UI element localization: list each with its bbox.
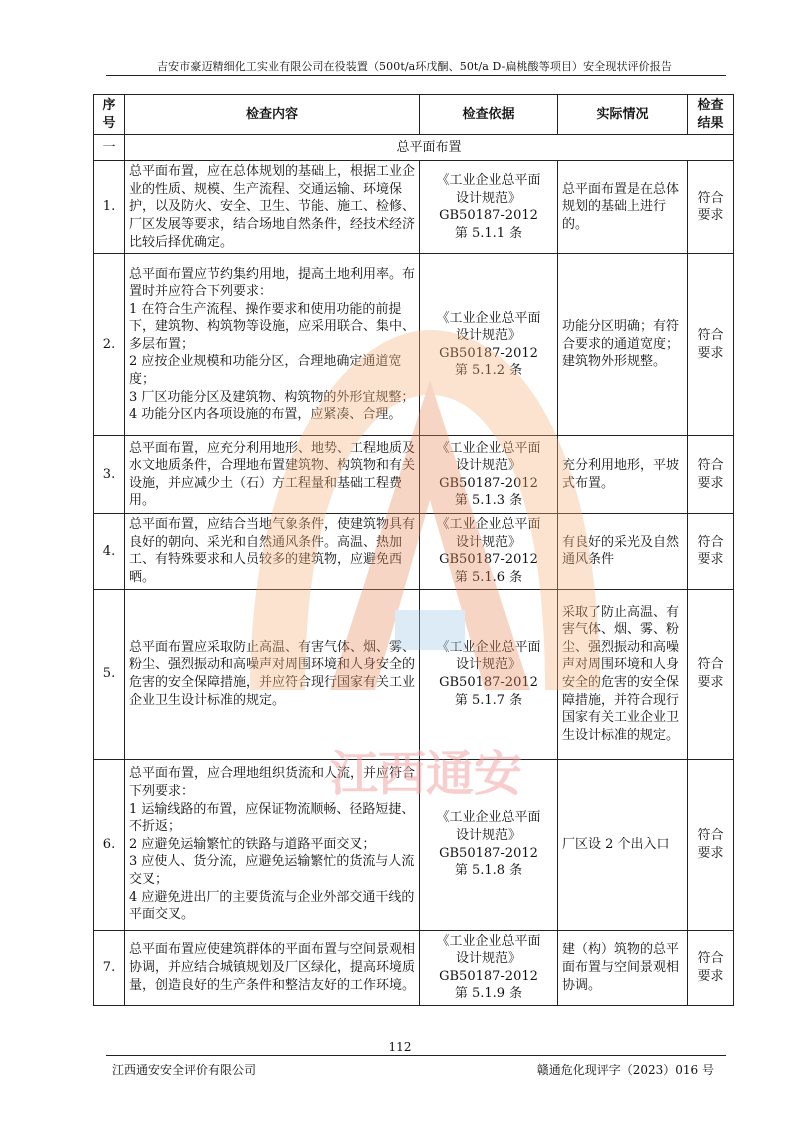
header-divider xyxy=(106,75,726,76)
content-line: 3 应使人、货分流，应避免运输繁忙的货流与人流交叉； xyxy=(129,854,415,887)
inspection-content xyxy=(125,254,420,436)
basis-line: 《工业企业总平面 xyxy=(436,440,541,456)
footer-doc-number: 赣通危化现评字（2023）016 号 xyxy=(536,1063,714,1077)
inspection-content xyxy=(125,759,420,930)
content-line: 总平面布置，应充分利用地形、地势、工程地质及水文地质条件，合理地布置建筑物、构筑物和有关设施，并应减少土（石）方工程量和基础工程费用。 xyxy=(129,440,416,509)
inspection-result xyxy=(688,930,734,1005)
result-line: 要求 xyxy=(697,345,724,361)
table-header-row xyxy=(94,95,734,135)
inspection-result xyxy=(688,759,734,930)
table-row xyxy=(94,930,734,1005)
basis-line: GB50187-2012 xyxy=(439,845,538,861)
actual-situation: 采取了防止高温、有害气体、烟、雾、粉尘、强烈振动和高噪声对周围环境和人身安全的危害的安全保障措施，并符合现行国家有关工业企业卫生设计标准的规定。 xyxy=(558,589,688,759)
basis-line: 设计规范》 xyxy=(455,534,521,550)
inspection-result xyxy=(688,589,734,759)
section-title: 总平面布置 xyxy=(125,135,734,161)
content-line: 1 在符合生产流程、操作要求和使用功能的前提下，建筑物、构筑物等设施，应采用联合、集中、多层布置； xyxy=(129,301,416,352)
actual-situation: 总平面布置是在总体规划的基础上进行的。 xyxy=(558,161,688,254)
inspection-basis xyxy=(420,254,558,436)
inspection-basis xyxy=(420,436,558,514)
inspection-content xyxy=(125,589,420,759)
table-row xyxy=(94,436,734,514)
content-line: 3 厂区功能分区及建筑物、构筑物的外形宜规整； xyxy=(129,389,415,405)
row-number: 4. xyxy=(94,514,125,589)
content-line: 总平面布置应使建筑群体的平面布置与空间景观相协调，并应结合城镇规划及厂区绿化，提高环境质量，创造良好的生产条件和整洁友好的工作环境。 xyxy=(129,942,416,993)
result-line: 要求 xyxy=(697,968,724,984)
basis-line: 《工业企业总平面 xyxy=(436,639,541,655)
basis-line: GB50187-2012 xyxy=(439,345,538,361)
table-row xyxy=(94,514,734,589)
result-line: 符合 xyxy=(697,951,724,967)
inspection-table xyxy=(93,94,734,1006)
basis-line: 设计规范》 xyxy=(455,190,521,206)
inspection-content xyxy=(125,436,420,514)
row-number: 2. xyxy=(94,254,125,436)
basis-line: 《工业企业总平面 xyxy=(436,933,541,949)
content-line: 总平面布置应节约集约用地，提高土地利用率。布置时并应符合下列要求： xyxy=(129,266,416,300)
basis-line: 设计规范》 xyxy=(455,328,521,344)
basis-line: 第 5.1.2 条 xyxy=(454,363,523,379)
inspection-basis xyxy=(420,589,558,759)
basis-line: 第 5.1.8 条 xyxy=(454,863,523,879)
inspection-result xyxy=(688,254,734,436)
watermark-text: 江西通安 xyxy=(330,746,523,802)
table-row xyxy=(94,759,734,930)
content-line: 1 运输线路的布置，应保证物流顺畅、径路短捷、不折返； xyxy=(129,801,415,835)
basis-line: 第 5.1.7 条 xyxy=(454,692,523,708)
inspection-result xyxy=(688,161,734,254)
result-line: 符合 xyxy=(697,458,724,474)
column-header-basis: 检查依据 xyxy=(420,95,558,135)
basis-line: 《工业企业总平面 xyxy=(436,810,541,826)
result-line: 要求 xyxy=(697,675,724,691)
row-number: 1. xyxy=(94,161,125,254)
row-number: 5. xyxy=(94,589,125,759)
inspection-basis xyxy=(420,759,558,930)
basis-line: 《工业企业总平面 xyxy=(436,310,541,326)
row-number: 3. xyxy=(94,436,125,514)
actual-situation: 功能分区明确；有符合要求的通道宽度；建筑物外形规整。 xyxy=(558,254,688,436)
table-row xyxy=(94,589,734,759)
content-line: 总平面布置，应合理地组织货流和人流，并应符合下列要求： xyxy=(129,766,416,799)
basis-line: GB50187-2012 xyxy=(439,552,538,568)
basis-line: 设计规范》 xyxy=(455,458,521,474)
result-line: 要求 xyxy=(697,845,724,861)
result-line: 符合 xyxy=(697,657,724,673)
inspection-content xyxy=(125,514,420,589)
basis-line: 《工业企业总平面 xyxy=(436,173,541,188)
row-number: 6. xyxy=(94,759,125,930)
section-number: 一 xyxy=(94,135,125,161)
inspection-content xyxy=(125,161,420,254)
basis-line: 第 5.1.6 条 xyxy=(454,569,523,585)
basis-line: 第 5.1.9 条 xyxy=(454,986,523,1002)
content-line: 总平面布置，应结合当地气象条件，使建筑物具有良好的朝向、采光和自然通风条件。高温、热加工、有特殊要求和人员较多的建筑物，应避免西晒。 xyxy=(129,517,416,585)
actual-situation: 充分利用地形，平坡式布置。 xyxy=(558,436,688,514)
row-number: 7. xyxy=(94,930,125,1005)
inspection-result xyxy=(688,436,734,514)
basis-line: 第 5.1.1 条 xyxy=(454,225,523,241)
basis-line: GB50187-2012 xyxy=(439,475,538,491)
basis-line: 设计规范》 xyxy=(455,827,521,843)
basis-line: 设计规范》 xyxy=(455,951,521,967)
content-line: 总平面布置应采取防止高温、有害气体、烟、雾、粉尘、强烈振动和高噪声对周围环境和人身安全的危害的安全保障措施，并应符合现行国家有关工业企业卫生设计标准的规定。 xyxy=(129,639,416,708)
result-line: 符合 xyxy=(697,190,724,206)
page-number: 112 xyxy=(388,1040,412,1054)
actual-situation: 建（构）筑物的总平面布置与空间景观相协调。 xyxy=(558,930,688,1005)
content-line: 4 应避免进出厂的主要货流与企业外部交通干线的平面交叉。 xyxy=(129,889,415,923)
column-header-actual: 实际情况 xyxy=(558,95,688,135)
inspection-content xyxy=(125,930,420,1005)
footer-divider xyxy=(106,1055,726,1056)
table-row xyxy=(94,254,734,436)
basis-line: 设计规范》 xyxy=(455,657,521,673)
inspection-basis xyxy=(420,514,558,589)
column-header-result: 检查 结果 xyxy=(688,95,734,135)
content-line: 2 应避免运输繁忙的铁路与道路平面交叉； xyxy=(129,836,376,852)
content-line: 2 应按企业规模和功能分区，合理地确定通道宽度； xyxy=(129,354,402,388)
column-header-content: 检查内容 xyxy=(125,95,420,135)
inspection-basis xyxy=(420,930,558,1005)
inspection-result xyxy=(688,514,734,589)
result-line: 符合 xyxy=(697,534,724,550)
basis-line: 《工业企业总平面 xyxy=(436,517,541,533)
basis-line: GB50187-2012 xyxy=(439,968,538,984)
content-line: 4 功能分区内各项设施的布置，应紧凑、合理。 xyxy=(129,407,402,423)
section-row xyxy=(94,135,734,161)
basis-line: GB50187-2012 xyxy=(439,208,538,224)
column-header-no: 序 号 xyxy=(94,95,125,135)
basis-line: 第 5.1.3 条 xyxy=(454,493,523,509)
result-line: 要求 xyxy=(697,475,724,491)
content-line: 总平面布置，应在总体规划的基础上，根据工业企业的性质、规模、生产流程、交通运输、环境保护，以及防火、安全、卫生、节能、施工、检修、厂区发展等要求，结合场地自然条件，经技术经济比较后择优确定。 xyxy=(129,164,416,250)
result-line: 符合 xyxy=(697,328,724,344)
actual-situation: 厂区设 2 个出入口 xyxy=(558,759,688,930)
result-line: 符合 xyxy=(697,827,724,843)
result-line: 要求 xyxy=(697,552,724,568)
page-header-title: 吉安市豪迈精细化工实业有限公司在役装置（500t/a环戊酮、50t/a D-扁桃酸等项目）安全现状评价报告 xyxy=(157,60,672,73)
basis-line: GB50187-2012 xyxy=(439,675,538,691)
inspection-basis xyxy=(420,161,558,254)
actual-situation: 有良好的采光及自然通风条件 xyxy=(558,514,688,589)
footer-company: 江西通安安全评价有限公司 xyxy=(112,1063,257,1077)
result-line: 要求 xyxy=(697,208,724,224)
table-row xyxy=(94,161,734,254)
